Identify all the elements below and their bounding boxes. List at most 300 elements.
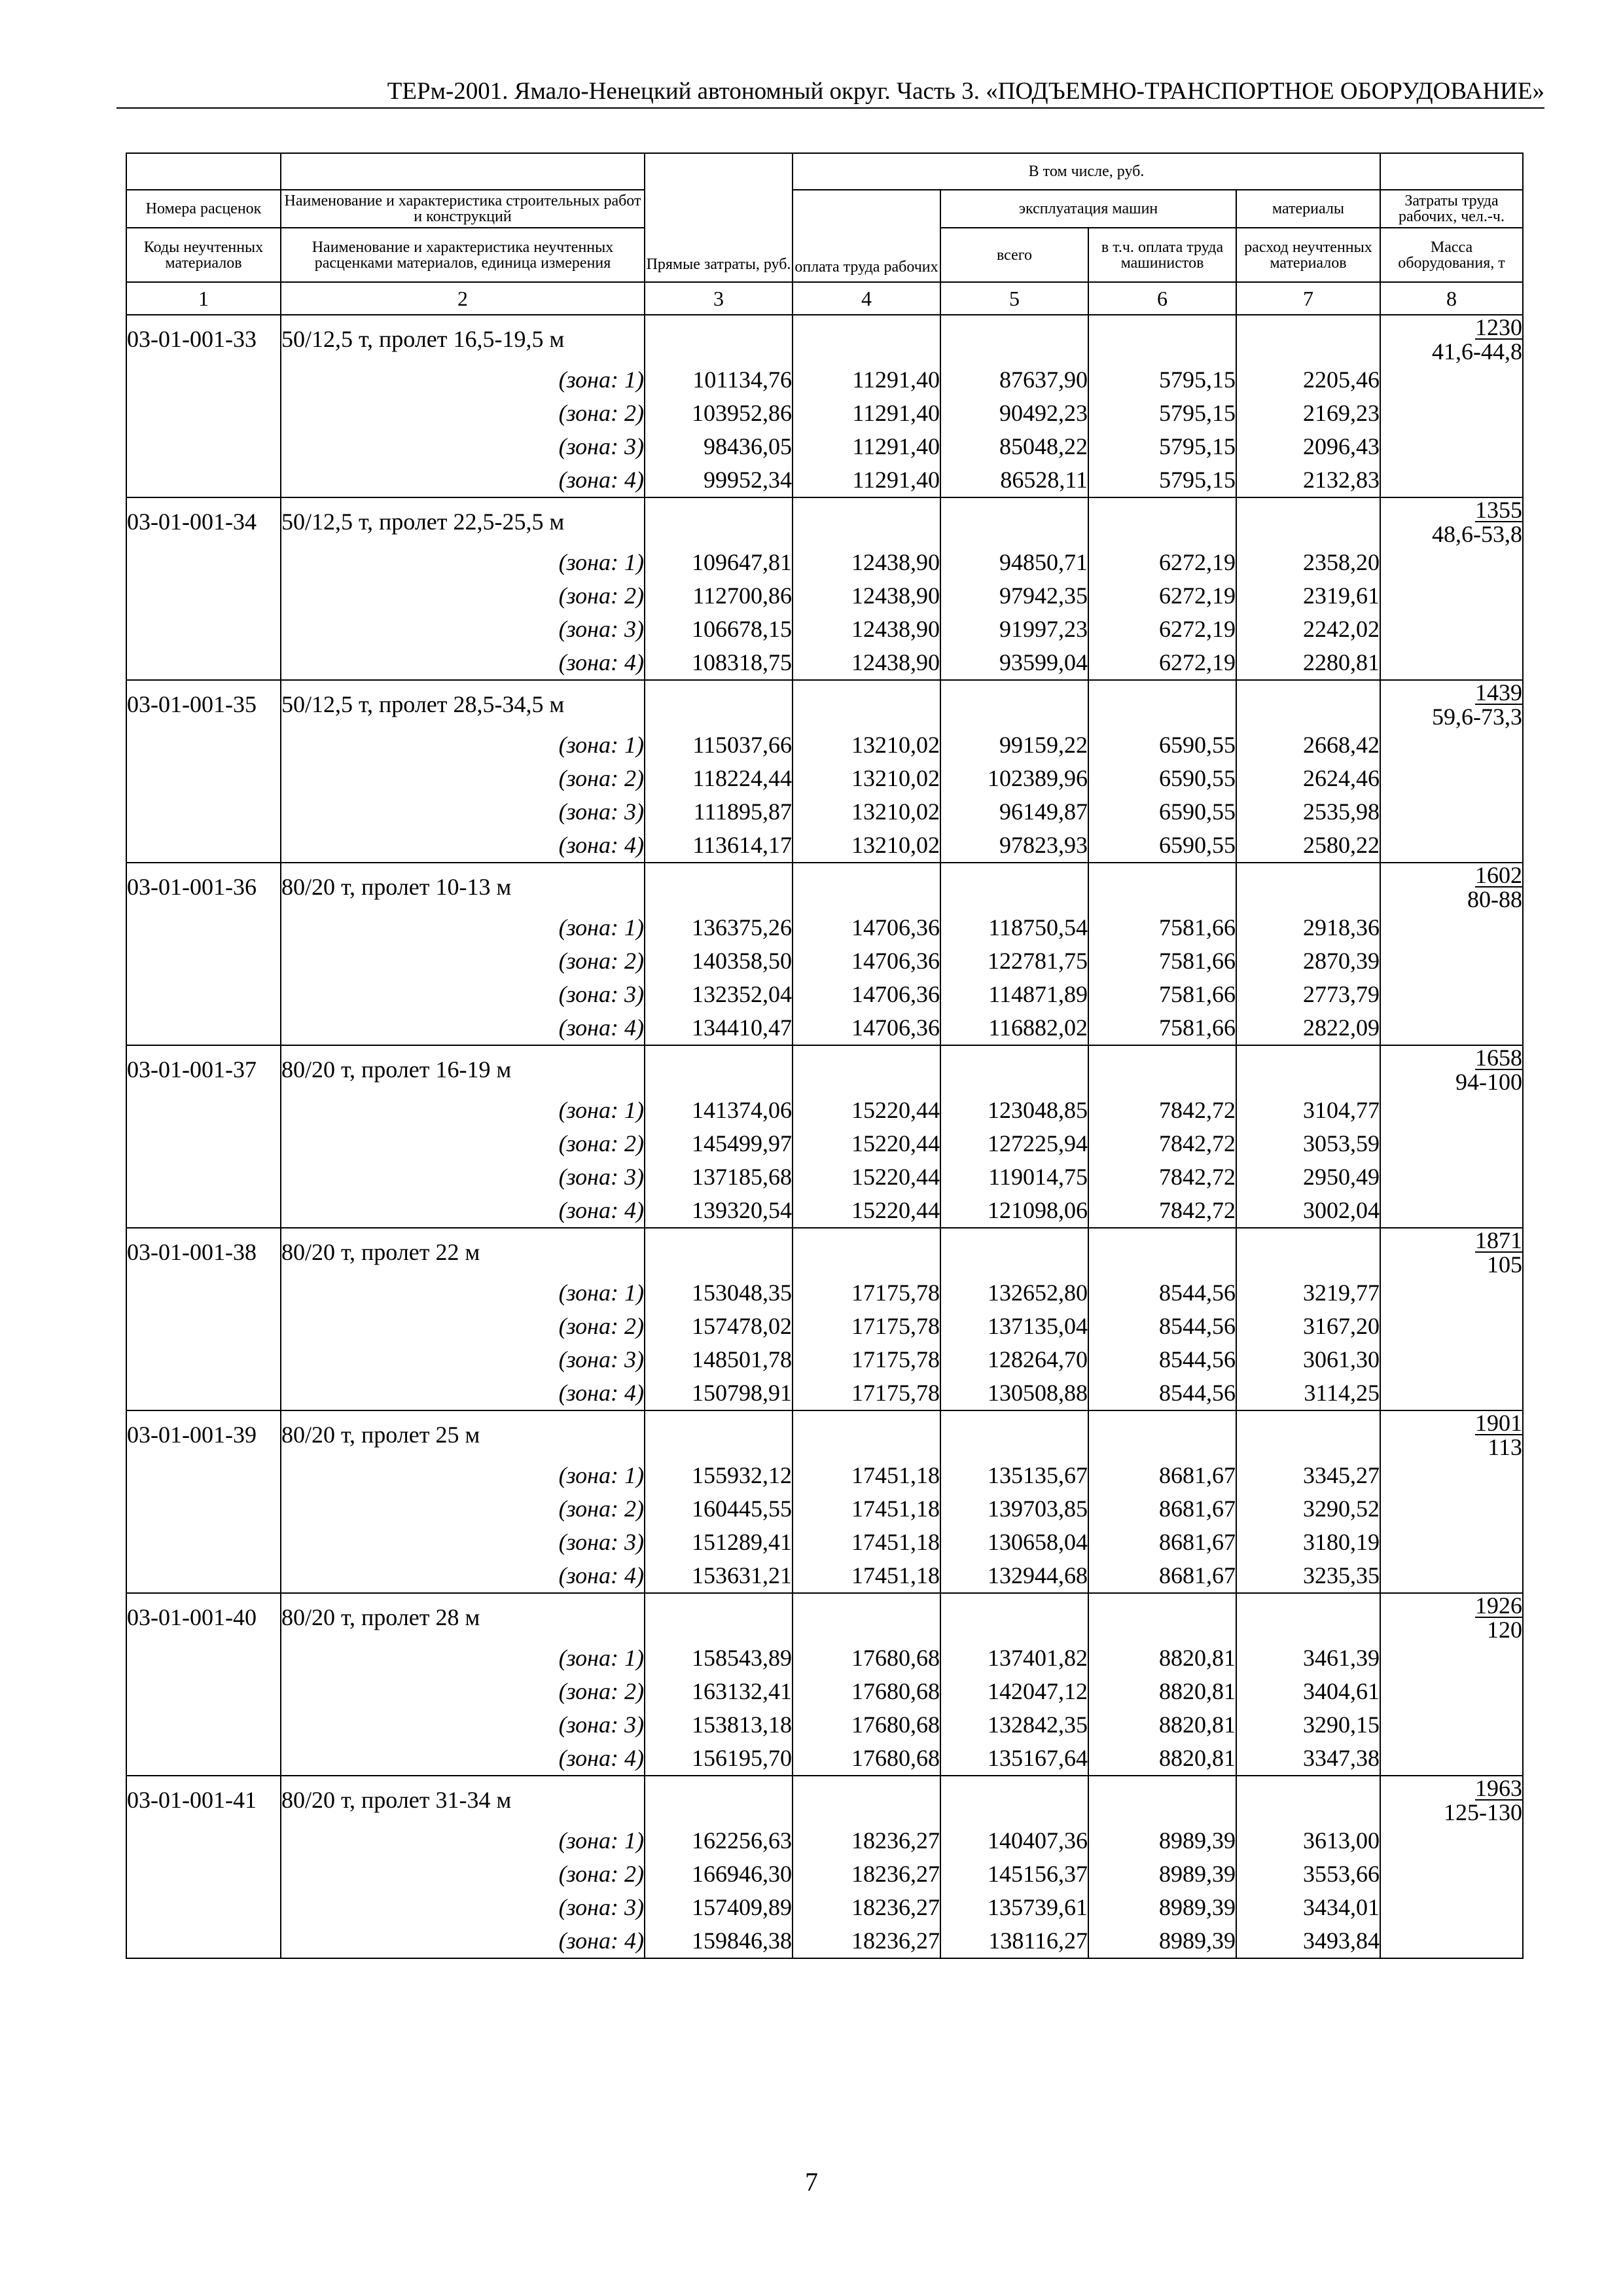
zone-row <box>126 613 1523 646</box>
materials-value: 3167,20 <box>1236 1310 1380 1343</box>
empty-cell <box>793 315 940 363</box>
zone-label: (зона: 2) <box>281 1675 645 1708</box>
machines-total-value: 87637,90 <box>940 363 1088 397</box>
rate-code: 03-01-001-39 <box>126 1410 281 1459</box>
header-machines-total: всего <box>940 228 1088 282</box>
empty-cell <box>1380 430 1523 463</box>
empty-cell <box>126 1708 281 1742</box>
direct-costs-value: 103952,86 <box>645 397 793 430</box>
direct-costs-value: 108318,75 <box>645 646 793 680</box>
empty-cell <box>1380 1492 1523 1526</box>
machinist-wages-value: 6590,55 <box>1088 762 1236 795</box>
zone-label: (зона: 3) <box>281 978 645 1011</box>
empty-cell <box>645 497 793 546</box>
empty-cell <box>126 1194 281 1228</box>
worker-wages-value: 14706,36 <box>793 1011 940 1045</box>
zone-row <box>126 795 1523 829</box>
empty-cell <box>793 1776 940 1824</box>
column-number: 2 <box>281 282 645 315</box>
worker-wages-value: 17175,78 <box>793 1376 940 1410</box>
machinist-wages-value: 8681,67 <box>1088 1492 1236 1526</box>
zone-row <box>126 1675 1523 1708</box>
column-number: 1 <box>126 282 281 315</box>
empty-cell <box>1380 978 1523 1011</box>
worker-wages-value: 13210,02 <box>793 762 940 795</box>
zone-row <box>126 1194 1523 1228</box>
worker-wages-value: 17175,78 <box>793 1276 940 1310</box>
empty-cell <box>1088 863 1236 911</box>
machinist-wages-value: 7581,66 <box>1088 944 1236 978</box>
header-labor-costs: Затраты труда рабочих, чел.-ч. <box>1380 190 1523 228</box>
zone-row <box>126 1924 1523 1958</box>
rate-title-row <box>126 1776 1523 1824</box>
zone-row <box>126 1011 1523 1045</box>
header-col2-top <box>281 153 645 190</box>
rate-code: 03-01-001-37 <box>126 1045 281 1094</box>
empty-cell <box>1380 1343 1523 1376</box>
direct-costs-value: 137185,68 <box>645 1160 793 1194</box>
zone-row <box>126 1459 1523 1492</box>
zone-row <box>126 911 1523 944</box>
empty-cell <box>1380 646 1523 680</box>
worker-wages-value: 11291,40 <box>793 363 940 397</box>
empty-cell <box>1236 1593 1380 1641</box>
zone-label: (зона: 1) <box>281 1641 645 1675</box>
machinist-wages-value: 8989,39 <box>1088 1824 1236 1857</box>
empty-cell <box>1380 397 1523 430</box>
zone-label: (зона: 3) <box>281 430 645 463</box>
machinist-wages-value: 6590,55 <box>1088 728 1236 762</box>
machines-total-value: 145156,37 <box>940 1857 1088 1891</box>
rate-group <box>126 863 1523 1045</box>
empty-cell <box>1088 1228 1236 1276</box>
equipment-mass-value: 125-130 <box>1444 1799 1522 1825</box>
materials-value: 2169,23 <box>1236 397 1380 430</box>
header-rule <box>116 107 1544 109</box>
empty-cell <box>126 1526 281 1559</box>
machines-total-value: 116882,02 <box>940 1011 1088 1045</box>
empty-cell <box>126 1343 281 1376</box>
zone-row <box>126 1310 1523 1343</box>
empty-cell <box>1380 762 1523 795</box>
direct-costs-value: 153631,21 <box>645 1559 793 1593</box>
empty-cell <box>126 1160 281 1194</box>
zone-label: (зона: 1) <box>281 1459 645 1492</box>
zone-label: (зона: 2) <box>281 1492 645 1526</box>
direct-costs-value: 136375,26 <box>645 911 793 944</box>
materials-value: 2918,36 <box>1236 911 1380 944</box>
column-number: 6 <box>1088 282 1236 315</box>
labor-costs-value: 1230 <box>1475 314 1522 340</box>
empty-cell <box>126 1276 281 1310</box>
materials-value: 3104,77 <box>1236 1094 1380 1127</box>
rate-name: 80/20 т, пролет 25 м <box>281 1410 645 1459</box>
rate-name: 80/20 т, пролет 10-13 м <box>281 863 645 911</box>
machines-total-value: 132944,68 <box>940 1559 1088 1593</box>
rate-name: 80/20 т, пролет 22 м <box>281 1228 645 1276</box>
direct-costs-value: 132352,04 <box>645 978 793 1011</box>
header-col8-spacer <box>1380 153 1523 190</box>
labor-costs-value: 1871 <box>1475 1227 1522 1253</box>
direct-costs-value: 155932,12 <box>645 1459 793 1492</box>
machines-total-value: 140407,36 <box>940 1824 1088 1857</box>
worker-wages-value: 18236,27 <box>793 1857 940 1891</box>
zone-row <box>126 430 1523 463</box>
empty-cell <box>1380 1559 1523 1593</box>
materials-value: 3290,52 <box>1236 1492 1380 1526</box>
machinist-wages-value: 8989,39 <box>1088 1924 1236 1958</box>
machinist-wages-value: 8820,81 <box>1088 1641 1236 1675</box>
empty-cell <box>793 1410 940 1459</box>
machines-total-value: 121098,06 <box>940 1194 1088 1228</box>
machinist-wages-value: 8820,81 <box>1088 1742 1236 1776</box>
machines-total-value: 130508,88 <box>940 1376 1088 1410</box>
zone-label: (зона: 2) <box>281 1857 645 1891</box>
empty-cell <box>126 1376 281 1410</box>
empty-cell <box>1236 315 1380 363</box>
machines-total-value: 142047,12 <box>940 1675 1088 1708</box>
materials-value: 3290,15 <box>1236 1708 1380 1742</box>
empty-cell <box>793 1593 940 1641</box>
zone-row <box>126 363 1523 397</box>
zone-row <box>126 762 1523 795</box>
empty-cell <box>1380 795 1523 829</box>
machinist-wages-value: 5795,15 <box>1088 463 1236 497</box>
column-number: 4 <box>793 282 940 315</box>
machinist-wages-value: 7842,72 <box>1088 1160 1236 1194</box>
header-equipment-mass: Масса оборудования, т <box>1380 228 1523 282</box>
labor-and-mass <box>1380 315 1523 363</box>
equipment-mass-value: 120 <box>1487 1617 1522 1643</box>
materials-value: 3061,30 <box>1236 1343 1380 1376</box>
zone-row <box>126 1708 1523 1742</box>
machinist-wages-value: 6272,19 <box>1088 646 1236 680</box>
empty-cell <box>940 680 1088 728</box>
labor-costs-value: 1963 <box>1475 1775 1522 1801</box>
materials-value: 2096,43 <box>1236 430 1380 463</box>
worker-wages-value: 12438,90 <box>793 613 940 646</box>
empty-cell <box>1380 1742 1523 1776</box>
zone-label: (зона: 1) <box>281 363 645 397</box>
direct-costs-value: 157478,02 <box>645 1310 793 1343</box>
empty-cell <box>1088 680 1236 728</box>
rate-code: 03-01-001-35 <box>126 680 281 728</box>
materials-value: 2624,46 <box>1236 762 1380 795</box>
rate-name: 80/20 т, пролет 28 м <box>281 1593 645 1641</box>
empty-cell <box>645 1776 793 1824</box>
zone-row <box>126 829 1523 863</box>
materials-value: 2773,79 <box>1236 978 1380 1011</box>
empty-cell <box>126 1857 281 1891</box>
empty-cell <box>645 1228 793 1276</box>
empty-cell <box>1088 1593 1236 1641</box>
materials-value: 2242,02 <box>1236 613 1380 646</box>
worker-wages-value: 11291,40 <box>793 397 940 430</box>
machines-total-value: 85048,22 <box>940 430 1088 463</box>
machines-total-value: 135167,64 <box>940 1742 1088 1776</box>
empty-cell <box>126 1891 281 1924</box>
zone-label: (зона: 1) <box>281 911 645 944</box>
empty-cell <box>1380 546 1523 579</box>
worker-wages-value: 15220,44 <box>793 1194 940 1228</box>
rate-code: 03-01-001-41 <box>126 1776 281 1824</box>
empty-cell <box>126 646 281 680</box>
labor-and-mass <box>1380 680 1523 728</box>
zone-row <box>126 1526 1523 1559</box>
direct-costs-value: 156195,70 <box>645 1742 793 1776</box>
empty-cell <box>126 1310 281 1343</box>
zone-label: (зона: 2) <box>281 397 645 430</box>
zone-row <box>126 1376 1523 1410</box>
machines-total-value: 90492,23 <box>940 397 1088 430</box>
zone-label: (зона: 4) <box>281 1742 645 1776</box>
rate-group <box>126 497 1523 680</box>
zone-label: (зона: 3) <box>281 613 645 646</box>
worker-wages-value: 17680,68 <box>793 1675 940 1708</box>
header-machinist-wages: в т.ч. оплата труда машинистов <box>1088 228 1236 282</box>
materials-value: 3613,00 <box>1236 1824 1380 1857</box>
zone-row <box>126 1824 1523 1857</box>
header-materials: материалы <box>1236 190 1380 228</box>
zone-label: (зона: 3) <box>281 1343 645 1376</box>
rate-group <box>126 1410 1523 1593</box>
worker-wages-value: 12438,90 <box>793 579 940 613</box>
empty-cell <box>1380 613 1523 646</box>
rate-name: 50/12,5 т, пролет 28,5-34,5 м <box>281 680 645 728</box>
worker-wages-value: 17451,18 <box>793 1492 940 1526</box>
empty-cell <box>940 1593 1088 1641</box>
machines-total-value: 128264,70 <box>940 1343 1088 1376</box>
empty-cell <box>126 978 281 1011</box>
direct-costs-value: 162256,63 <box>645 1824 793 1857</box>
direct-costs-value: 151289,41 <box>645 1526 793 1559</box>
zone-label: (зона: 3) <box>281 1708 645 1742</box>
worker-wages-value: 15220,44 <box>793 1094 940 1127</box>
machines-total-value: 91997,23 <box>940 613 1088 646</box>
materials-value: 3461,39 <box>1236 1641 1380 1675</box>
machinist-wages-value: 7581,66 <box>1088 911 1236 944</box>
empty-cell <box>126 944 281 978</box>
machines-total-value: 93599,04 <box>940 646 1088 680</box>
labor-and-mass <box>1380 497 1523 546</box>
materials-value: 2668,42 <box>1236 728 1380 762</box>
zone-label: (зона: 4) <box>281 1194 645 1228</box>
empty-cell <box>1380 1094 1523 1127</box>
empty-cell <box>126 463 281 497</box>
empty-cell <box>1380 1376 1523 1410</box>
machines-total-value: 102389,96 <box>940 762 1088 795</box>
direct-costs-value: 98436,05 <box>645 430 793 463</box>
zone-label: (зона: 1) <box>281 1094 645 1127</box>
machines-total-value: 139703,85 <box>940 1492 1088 1526</box>
materials-value: 2205,46 <box>1236 363 1380 397</box>
empty-cell <box>1380 1857 1523 1891</box>
header-machine-operation: эксплуатация машин <box>940 190 1236 228</box>
materials-value: 3002,04 <box>1236 1194 1380 1228</box>
zone-label: (зона: 2) <box>281 1310 645 1343</box>
rate-code: 03-01-001-38 <box>126 1228 281 1276</box>
machinist-wages-value: 8989,39 <box>1088 1857 1236 1891</box>
empty-cell <box>126 546 281 579</box>
empty-cell <box>1380 1276 1523 1310</box>
materials-value: 3553,66 <box>1236 1857 1380 1891</box>
empty-cell <box>1380 1924 1523 1958</box>
zone-row <box>126 1343 1523 1376</box>
empty-cell <box>1380 728 1523 762</box>
direct-costs-value: 157409,89 <box>645 1891 793 1924</box>
materials-value: 2870,39 <box>1236 944 1380 978</box>
empty-cell <box>645 1045 793 1094</box>
empty-cell <box>126 1742 281 1776</box>
rate-title-row <box>126 497 1523 546</box>
labor-and-mass <box>1380 1776 1523 1824</box>
materials-value: 3347,38 <box>1236 1742 1380 1776</box>
zone-label: (зона: 1) <box>281 546 645 579</box>
labor-and-mass <box>1380 1045 1523 1094</box>
direct-costs-value: 112700,86 <box>645 579 793 613</box>
zone-label: (зона: 4) <box>281 1559 645 1593</box>
worker-wages-value: 13210,02 <box>793 728 940 762</box>
direct-costs-value: 166946,30 <box>645 1857 793 1891</box>
rate-group <box>126 1776 1523 1958</box>
machinist-wages-value: 8681,67 <box>1088 1559 1236 1593</box>
empty-cell <box>126 829 281 863</box>
column-number: 5 <box>940 282 1088 315</box>
empty-cell <box>940 497 1088 546</box>
machinist-wages-value: 7842,72 <box>1088 1127 1236 1160</box>
worker-wages-value: 15220,44 <box>793 1127 940 1160</box>
rate-title-row <box>126 863 1523 911</box>
empty-cell <box>1380 1641 1523 1675</box>
machines-total-value: 132652,80 <box>940 1276 1088 1310</box>
zone-label: (зона: 2) <box>281 579 645 613</box>
empty-cell <box>126 397 281 430</box>
equipment-mass-value: 41,6-44,8 <box>1432 338 1522 365</box>
zone-label: (зона: 3) <box>281 1526 645 1559</box>
zone-row <box>126 1857 1523 1891</box>
empty-cell <box>126 1675 281 1708</box>
direct-costs-value: 148501,78 <box>645 1343 793 1376</box>
direct-costs-value: 111895,87 <box>645 795 793 829</box>
direct-costs-value: 159846,38 <box>645 1924 793 1958</box>
rate-code: 03-01-001-33 <box>126 315 281 363</box>
equipment-mass-value: 80-88 <box>1467 886 1522 912</box>
header-direct-costs: Прямые затраты, руб. <box>645 153 793 282</box>
direct-costs-value: 113614,17 <box>645 829 793 863</box>
machines-total-value: 123048,85 <box>940 1094 1088 1127</box>
empty-cell <box>1236 1045 1380 1094</box>
empty-cell <box>940 1410 1088 1459</box>
document-header-title: ТЕРм-2001. Ямало-Ненецкий автономный округ. Часть 3. «ПОДЪЕМНО-ТРАНСПОРТНОЕ ОБОРУДОВАНИЕ» <box>387 78 1544 105</box>
zone-label: (зона: 1) <box>281 728 645 762</box>
materials-value: 3434,01 <box>1236 1891 1380 1924</box>
column-number: 7 <box>1236 282 1380 315</box>
machinist-wages-value: 7581,66 <box>1088 1011 1236 1045</box>
machinist-wages-value: 6590,55 <box>1088 795 1236 829</box>
empty-cell <box>1380 1310 1523 1343</box>
machines-total-value: 137135,04 <box>940 1310 1088 1343</box>
rate-name: 80/20 т, пролет 16-19 м <box>281 1045 645 1094</box>
empty-cell <box>940 1045 1088 1094</box>
column-number: 8 <box>1380 282 1523 315</box>
worker-wages-value: 17680,68 <box>793 1641 940 1675</box>
materials-value: 2822,09 <box>1236 1011 1380 1045</box>
zone-row <box>126 1276 1523 1310</box>
rate-name: 80/20 т, пролет 31-34 м <box>281 1776 645 1824</box>
empty-cell <box>1380 829 1523 863</box>
empty-cell <box>126 762 281 795</box>
empty-cell <box>1380 1194 1523 1228</box>
zone-row <box>126 646 1523 680</box>
zone-label: (зона: 4) <box>281 829 645 863</box>
machines-total-value: 86528,11 <box>940 463 1088 497</box>
zone-row <box>126 1160 1523 1194</box>
direct-costs-value: 150798,91 <box>645 1376 793 1410</box>
rate-group <box>126 1228 1523 1410</box>
worker-wages-value: 14706,36 <box>793 911 940 944</box>
direct-costs-value: 141374,06 <box>645 1094 793 1127</box>
empty-cell <box>940 1228 1088 1276</box>
direct-costs-value: 153813,18 <box>645 1708 793 1742</box>
empty-cell <box>126 363 281 397</box>
worker-wages-value: 17680,68 <box>793 1708 940 1742</box>
empty-cell <box>1380 1708 1523 1742</box>
machinist-wages-value: 5795,15 <box>1088 397 1236 430</box>
labor-costs-value: 1355 <box>1475 497 1522 523</box>
labor-costs-value: 1602 <box>1475 862 1522 888</box>
machinist-wages-value: 8544,56 <box>1088 1343 1236 1376</box>
worker-wages-value: 15220,44 <box>793 1160 940 1194</box>
empty-cell <box>1380 1824 1523 1857</box>
empty-cell <box>126 728 281 762</box>
header-material-consumption: расход неучтенных материалов <box>1236 228 1380 282</box>
empty-cell <box>645 1593 793 1641</box>
empty-cell <box>126 795 281 829</box>
empty-cell <box>1380 1526 1523 1559</box>
materials-value: 3180,19 <box>1236 1526 1380 1559</box>
empty-cell <box>126 1641 281 1675</box>
worker-wages-value: 12438,90 <box>793 546 940 579</box>
empty-cell <box>940 1776 1088 1824</box>
page-number: 7 <box>805 2167 818 2197</box>
empty-cell <box>645 315 793 363</box>
empty-cell <box>1236 1776 1380 1824</box>
zone-row <box>126 397 1523 430</box>
empty-cell <box>126 1094 281 1127</box>
equipment-mass-value: 48,6-53,8 <box>1432 521 1522 547</box>
machines-total-value: 97942,35 <box>940 579 1088 613</box>
empty-cell <box>126 911 281 944</box>
direct-costs-value: 106678,15 <box>645 613 793 646</box>
direct-costs-value: 163132,41 <box>645 1675 793 1708</box>
empty-cell <box>1236 1228 1380 1276</box>
zone-row <box>126 1559 1523 1593</box>
zone-label: (зона: 2) <box>281 944 645 978</box>
empty-cell <box>1236 863 1380 911</box>
empty-cell <box>1380 1675 1523 1708</box>
rate-group <box>126 1045 1523 1228</box>
machinist-wages-value: 8544,56 <box>1088 1276 1236 1310</box>
worker-wages-value: 18236,27 <box>793 1924 940 1958</box>
materials-value: 3493,84 <box>1236 1924 1380 1958</box>
machines-total-value: 132842,35 <box>940 1708 1088 1742</box>
rate-name: 50/12,5 т, пролет 16,5-19,5 м <box>281 315 645 363</box>
machinist-wages-value: 7581,66 <box>1088 978 1236 1011</box>
zone-label: (зона: 4) <box>281 1011 645 1045</box>
materials-value: 2132,83 <box>1236 463 1380 497</box>
empty-cell <box>126 1011 281 1045</box>
labor-costs-value: 1926 <box>1475 1592 1522 1619</box>
